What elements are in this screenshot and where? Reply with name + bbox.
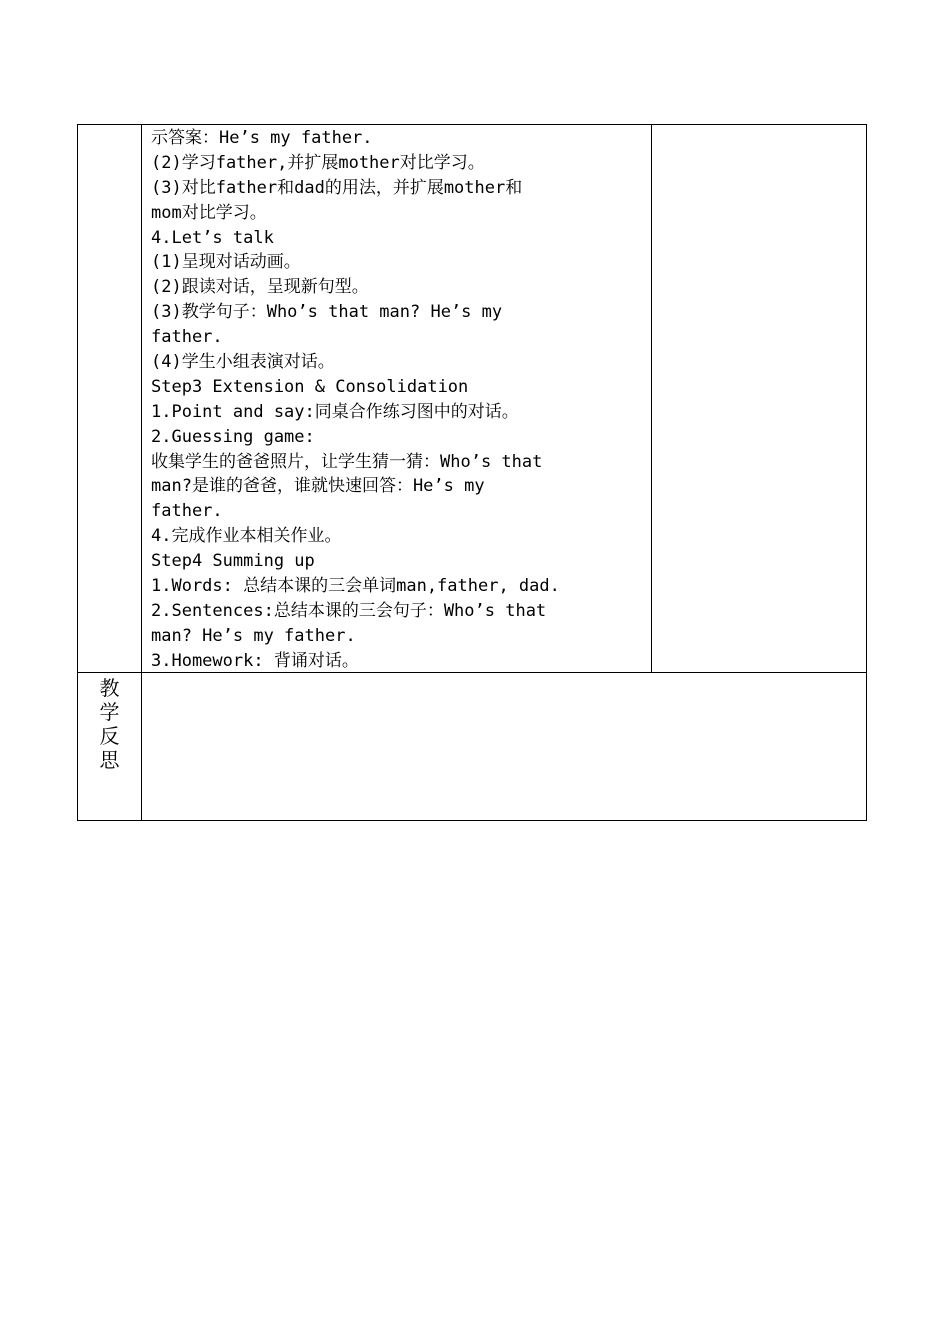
procedure-line: Step4 Summing up [151,551,315,572]
reflection-label-char: 学 [99,700,120,724]
procedure-line: 2.Sentences:总结本课的三会句子：Who’s that [151,600,547,621]
procedure-line: father. [151,501,223,522]
procedure-line: (4)学生小组表演对话。 [151,352,335,373]
procedure-line: 4.完成作业本相关作业。 [151,526,342,547]
table-border-right [866,124,867,821]
procedure-line: (2)学习father,并扩展mother对比学习。 [151,152,485,173]
table-border-bottom [77,820,867,821]
procedure-line: 4.Let’s talk [151,227,274,248]
procedure-line: 2.Guessing game: [151,426,315,447]
procedure-line: (3)教学句子：Who’s that man? He’s my [151,302,503,323]
procedure-line: 1.Point and say:同桌合作练习图中的对话。 [151,401,519,422]
teaching-reflection-label [77,676,142,772]
notes-cell [652,125,866,672]
procedure-line: Step3 Extension & Consolidation [151,376,469,397]
procedure-line: (3)对比father和dad的用法，并扩展mother和 [151,177,523,198]
procedure-line: 1.Words: 总结本课的三会单词man,father, dad. [151,576,560,597]
reflection-label-char: 教 [99,676,120,700]
teaching-procedure-cell [151,126,644,674]
procedure-line: 3.Homework: 背诵对话。 [151,650,359,671]
procedure-line: (2)跟读对话，呈现新句型。 [151,277,369,298]
procedure-line: 收集学生的爸爸照片，让学生猜一猜：Who’s that [151,451,543,472]
teaching-reflection-cell [142,673,866,820]
procedure-line: 示答案：He’s my father. [151,128,373,148]
reflection-label-char: 反 [99,724,120,748]
procedure-line: man?是谁的爸爸，谁就快速回答：He’s my [151,476,485,497]
procedure-line: father. [151,327,223,348]
procedure-line: mom对比学习。 [151,202,267,223]
procedure-line: (1)呈现对话动画。 [151,252,301,273]
reflection-label-char: 思 [99,748,120,772]
procedure-line: man? He’s my father. [151,625,356,646]
